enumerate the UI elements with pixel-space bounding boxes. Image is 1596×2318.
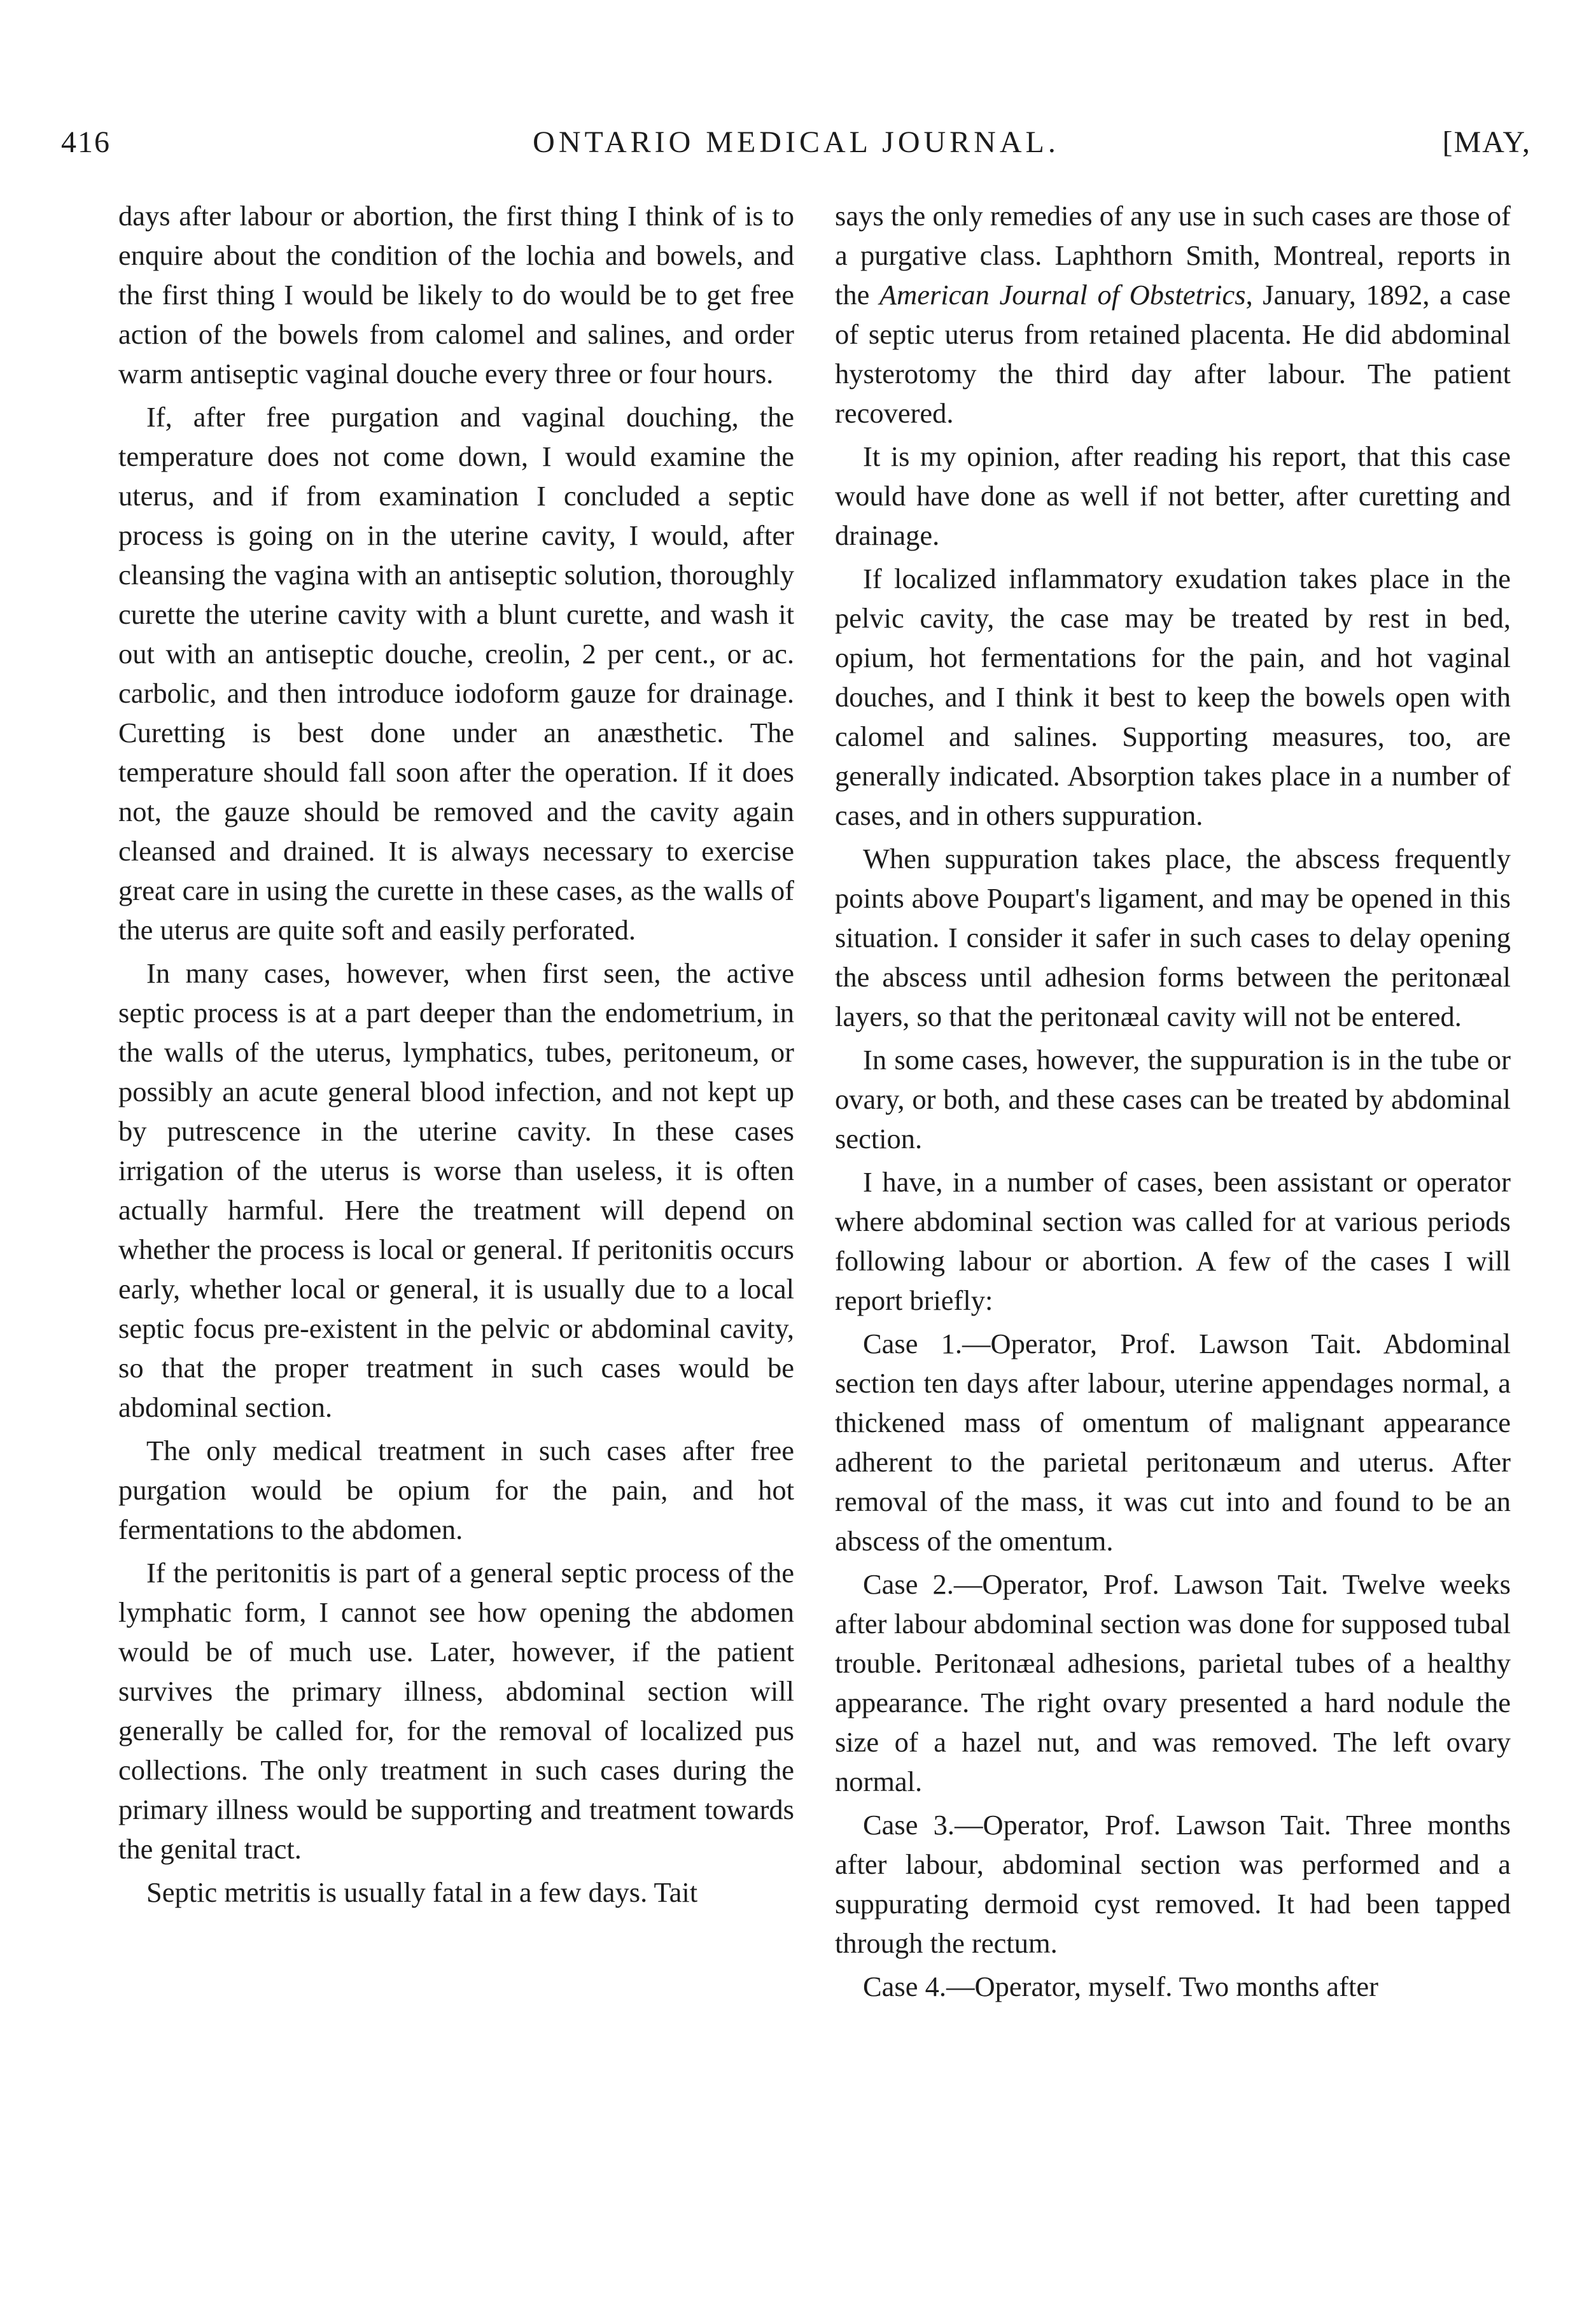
case-report: Case 4.—Operator, myself. Two months after — [863, 1970, 1378, 2002]
paragraph: In some cases, however, the suppuration is in the tube or ovary, or both, and these cases can be treated by abdominal section. — [835, 1044, 1511, 1155]
case-report: Case 2.—Operator, Prof. Lawson Tait. Twelve weeks after labour abdominal section was done for supposed tubal trouble. Peritonæal adhesions, parietal tubes of a healthy appearance. The right ovary presented a hard nodule the size of a hazel nut, and was removed. The left ovary normal. — [835, 1568, 1511, 1797]
case-report: Case 3.—Operator, Prof. Lawson Tait. Three months after labour, abdominal section was performed and a suppurating dermoid cyst removed. It had been tapped through the rectum. — [835, 1809, 1511, 1959]
paragraph: If localized inflammatory exudation takes place in the pelvic cavity, the case may be treated by rest in bed, opium, hot fermentations for the pain, and hot vaginal douches, and I think it best to keep the bowels open with calomel and salines. Supporting measures, too, are generally indicated. Absorption takes place in a number of cases, and in others suppuration. — [835, 563, 1511, 831]
running-head — [61, 125, 1531, 169]
paragraph — [835, 196, 1511, 433]
journal-citation: American Journal of Obstetrics — [879, 279, 1246, 311]
paragraph: The only medical treatment in such cases after free purgation would be opium for the pain, and hot fermentations to the abdomen. — [118, 1435, 794, 1545]
paragraph: Septic metritis is usually fatal in a few days. Tait — [146, 1876, 698, 1908]
paragraph: If the peritonitis is part of a general septic process of the lymphatic form, I cannot see how opening the abdomen would be of much use. Later, however, if the patient survives the primary illness, abdominal section will generally be called for, for the removal of localized pus collections. The only treatment in such cases during the primary illness would be supporting and treatment towards the genital tract. — [118, 1557, 794, 1865]
paragraph-text: , January, 1892, a case of septic uterus from retained placenta. He did abdominal hysterotomy the third day after labour. The patient recovered. — [835, 279, 1511, 429]
paragraph: days after labour or abortion, the first thing I think of is to enquire about the condition of the lochia and bowels, and the first thing I would be likely to do would be to get free action of the bowels from calomel and salines, and order warm antiseptic vaginal douche every three or four hours. — [118, 200, 794, 390]
paragraph: In many cases, however, when first seen, the active septic process is at a part deeper than the endometrium, in the walls of the uterus, lymphatics, tubes, peritoneum, or possibly an acute general blood infection, and not kept up by putrescence in the uterine cavity. In these cases irrigation of the uterus is worse than useless, it is often actually harmful. Here the treatment will depend on whether the process is local or general. If peritonitis occurs early, whether local or general, it is usually due to a local septic focus pre-existent in the pelvic or abdominal cavity, so that the proper treatment in such cases would be abdominal section. — [118, 957, 794, 1423]
journal-title: ONTARIO MEDICAL JOURNAL. — [533, 125, 1060, 159]
paragraph-text: says the only remedies of any use in such cases are those of a purgative class. Laphthorn Smith, Montreal, reports in the — [835, 200, 1511, 311]
page-number: 416 — [61, 125, 111, 159]
paragraph: When suppuration takes place, the abscess frequently points above Poupart's ligament, and may be opened in this situation. I consider it safer in such cases to delay opening the abscess until adhesion forms between the peritonæal layers, so that the peritonæal cavity will not be entered. — [835, 843, 1511, 1032]
left-column — [118, 196, 794, 1916]
paragraph: It is my opinion, after reading his report, that this case would have done as well if not better, after curetting and drainage. — [835, 440, 1511, 551]
paragraph: I have, in a number of cases, been assistant or operator where abdominal section was called for at various periods following labour or abortion. A few of the cases I will report briefly: — [835, 1166, 1511, 1316]
case-report: Case 1.—Operator, Prof. Lawson Tait. Abdominal section ten days after labour, uterine appendages normal, a thickened mass of omentum of malignant appearance adherent to the parietal peritonæum and uterus. After removal of the mass, it was cut into and found to be an abscess of the omentum. — [835, 1328, 1511, 1557]
right-column — [835, 196, 1511, 2010]
paragraph: If, after free purgation and vaginal douching, the temperature does not come down, I would examine the uterus, and if from examination I concluded a septic process is going on in the uterine cavity, I would, after cleansing the vagina with an antiseptic solution, thoroughly curette the uterine cavity with a blunt curette, and wash it out with an antiseptic douche, creolin, 2 per cent., or ac. carbolic, and then introduce iodoform gauze for drainage. Curetting is best done under an anæsthetic. The temperature should fall soon after the operation. If it does not, the gauze should be removed and the cavity again cleansed and drained. It is always necessary to exercise great care in using the curette in these cases, as the walls of the uterus are quite soft and easily perforated. — [118, 401, 794, 946]
running-date: [MAY, — [1442, 125, 1531, 159]
